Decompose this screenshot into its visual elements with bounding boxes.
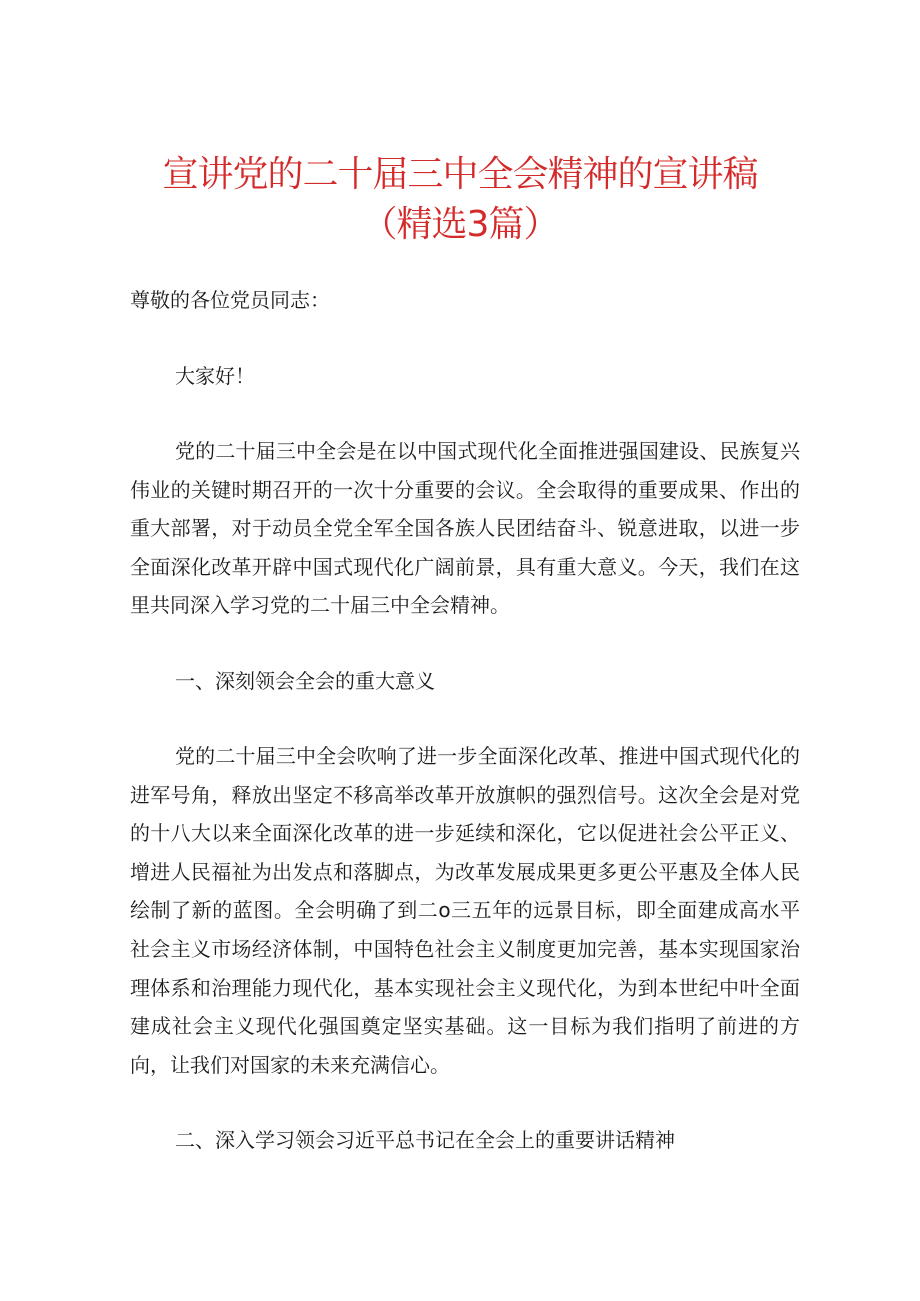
document-title-line1: 宣讲党的二十届三中全会精神的宣讲稿 (162, 154, 758, 195)
section1-heading: 一、深刻领会全会的重大意义 (175, 669, 435, 693)
section2-heading: 二、深入学习领会习近平总书记在全会上的重要讲话精神 (175, 1128, 675, 1152)
intro-paragraph: 党的二十届三中全会是在以中国式现代化全面推进强国建设、民族复兴伟业的关键时期召开的一次十分重要的会议。全会取得的重要成果、作出的重大部署，对于动员全党全军全国各族人民团结奋斗、锐意进取，以进一步全面深化改革开辟中国式现代化广阔前景，具有重大意义。今天，我们在这里共同深入学习党的二十届三中全会精神。 (130, 439, 800, 618)
section1-body: 党的二十届三中全会吹响了进一步全面深化改革、推进中国式现代化的进军号角，释放出坚定不移高举改革开放旗帜的强烈信号。这次全会是对党的十八大以来全面深化改革的进一步延续和深化，它以促进社会公平正义、增进人民福祉为出发点和落脚点，为改革发展成果更多更公平惠及全体人民绘制了新的蓝图。全会明确了到二o三五年的远景目标，即全面建成高水平社会主义市场经济体制，中国特色社会主义制度更加完善，基本实现国家治理体系和治理能力现代化，基本实现社会主义现代化，为到本世纪中叶全面建成社会主义现代化强国奠定坚实基础。这一目标为我们指明了前进的方向，让我们对国家的未来充满信心。 (130, 744, 800, 1077)
document-title-line2: （精选3篇） (361, 204, 559, 245)
greeting: 大家好！ (175, 364, 255, 388)
salutation: 尊敬的各位党员同志： (130, 288, 330, 312)
